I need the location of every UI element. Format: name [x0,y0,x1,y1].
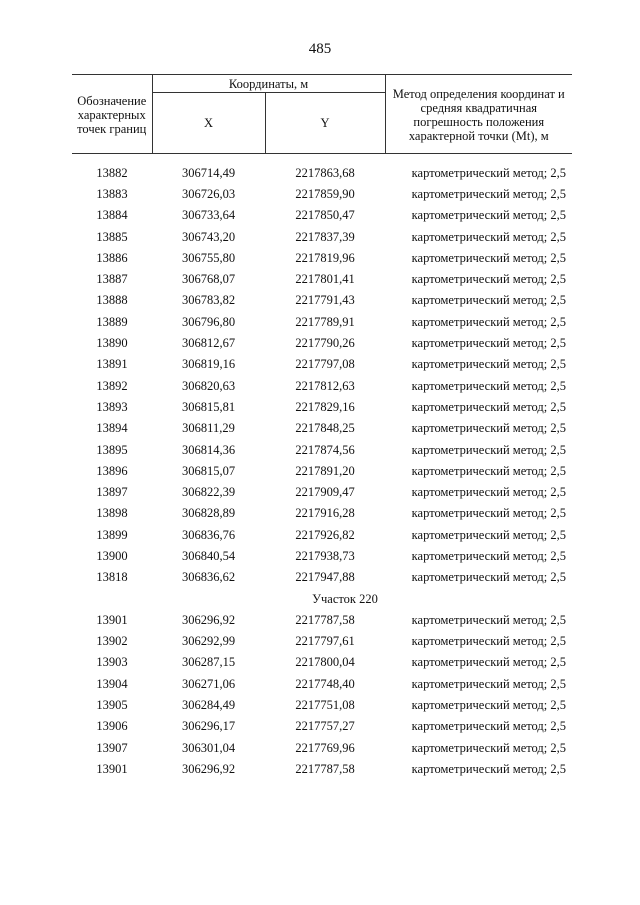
x-cell: 306796,80 [181,314,236,329]
point-cell: 13904 [96,676,128,691]
x-cell: 306840,54 [181,548,236,563]
x-cell: 306292,99 [181,634,236,649]
point-cell: 13892 [96,378,128,393]
x-cell: 306296,17 [181,719,236,734]
point-cell: 13889 [96,314,128,329]
table-row [72,567,572,588]
method-cell: картометрический метод; 2,5 [411,357,567,372]
table-row [72,332,572,353]
table-row [72,545,572,566]
table-body [72,154,572,780]
method-cell: картометрический метод; 2,5 [411,442,567,457]
point-cell: 13898 [96,506,128,521]
method-cell: картометрический метод; 2,5 [411,655,567,670]
method-cell: картометрический метод; 2,5 [411,421,567,436]
header-point: Обозначение характерных точек границ [72,75,152,154]
y-cell: 2217859,90 [295,186,355,201]
table-row [72,205,572,226]
y-cell: 2217837,39 [295,229,355,244]
y-cell: 2217789,91 [295,314,355,329]
table-header [72,75,572,154]
method-cell: картометрический метод; 2,5 [411,634,567,649]
method-cell: картометрический метод; 2,5 [411,399,567,414]
y-cell: 2217926,82 [295,527,355,542]
point-cell: 13884 [96,208,128,223]
x-cell: 306296,92 [181,761,236,776]
x-cell: 306714,49 [181,165,236,180]
method-cell: картометрический метод; 2,5 [411,208,567,223]
y-cell: 2217769,96 [295,740,355,755]
y-cell: 2217829,16 [295,399,355,414]
method-cell: картометрический метод; 2,5 [411,570,567,585]
table-row [72,396,572,417]
section-row [72,588,572,609]
point-cell: 13906 [96,719,128,734]
table-row [72,290,572,311]
method-cell: картометрический метод; 2,5 [411,548,567,563]
point-cell: 13885 [96,229,128,244]
x-cell: 306733,64 [181,208,236,223]
x-cell: 306743,20 [181,229,236,244]
table-row [72,354,572,375]
method-cell: картометрический метод; 2,5 [411,314,567,329]
header-y: Y [265,93,385,154]
table-row [72,439,572,460]
method-cell: картометрический метод; 2,5 [411,761,567,776]
method-cell: картометрический метод; 2,5 [411,527,567,542]
table-row [72,460,572,481]
y-cell: 2217819,96 [295,250,355,265]
point-cell: 13905 [96,698,128,713]
section-title: Участок 220 [312,591,378,606]
header-x: X [152,93,265,154]
y-cell: 2217863,68 [295,165,355,180]
point-cell: 13907 [96,740,128,755]
method-cell: картометрический метод; 2,5 [411,463,567,478]
point-cell: 13900 [96,548,128,563]
point-cell: 13901 [96,761,128,776]
y-cell: 2217812,63 [295,378,355,393]
method-cell: картометрический метод; 2,5 [411,485,567,500]
method-cell: картометрический метод; 2,5 [411,612,567,627]
table-row [72,716,572,737]
method-cell: картометрический метод; 2,5 [411,378,567,393]
method-cell: картометрический метод; 2,5 [411,229,567,244]
y-cell: 2217938,73 [295,548,355,563]
method-cell: картометрический метод; 2,5 [411,250,567,265]
point-cell: 13902 [96,634,128,649]
y-cell: 2217909,47 [295,485,355,500]
table-row [72,758,572,779]
table-row [72,694,572,715]
x-cell: 306814,36 [181,442,236,457]
x-cell: 306815,81 [181,399,236,414]
point-cell: 13897 [96,485,128,500]
table-row [72,183,572,204]
table-row [72,247,572,268]
method-cell: картометрический метод; 2,5 [411,698,567,713]
table-row [72,737,572,758]
y-cell: 2217791,43 [295,293,355,308]
y-cell: 2217800,04 [295,655,355,670]
x-cell: 306768,07 [181,272,236,287]
table-row [72,311,572,332]
y-cell: 2217797,61 [295,634,355,649]
coordinates-table [72,74,572,780]
x-cell: 306820,63 [181,378,236,393]
method-cell: картометрический метод; 2,5 [411,165,567,180]
method-cell: картометрический метод; 2,5 [411,676,567,691]
y-cell: 2217874,56 [295,442,355,457]
method-cell: картометрический метод; 2,5 [411,740,567,755]
table-row [72,609,572,630]
point-cell: 13899 [96,527,128,542]
point-cell: 13888 [96,293,128,308]
x-cell: 306287,15 [181,655,236,670]
x-cell: 306812,67 [181,336,236,351]
x-cell: 306828,89 [181,506,236,521]
point-cell: 13891 [96,357,128,372]
table-row [72,503,572,524]
table-row [72,524,572,545]
point-cell: 13894 [96,421,128,436]
point-cell: 13882 [96,165,128,180]
table-row [72,673,572,694]
method-cell: картометрический метод; 2,5 [411,336,567,351]
y-cell: 2217787,58 [295,612,355,627]
y-cell: 2217748,40 [295,676,355,691]
point-cell: 13890 [96,336,128,351]
point-cell: 13883 [96,186,128,201]
x-cell: 306811,29 [182,421,235,436]
header-coordinates: Координаты, м [152,75,385,93]
x-cell: 306755,80 [181,250,236,265]
table-row [72,481,572,502]
point-cell: 13903 [96,655,128,670]
page-number: 485 [308,41,332,57]
x-cell: 306301,04 [181,740,236,755]
method-cell: картометрический метод; 2,5 [411,272,567,287]
y-cell: 2217801,41 [295,272,355,287]
x-cell: 306836,62 [181,570,236,585]
point-cell: 13818 [96,570,128,585]
method-cell: картометрический метод; 2,5 [411,186,567,201]
y-cell: 2217790,26 [295,336,355,351]
method-cell: картометрический метод; 2,5 [411,719,567,734]
x-cell: 306296,92 [181,612,236,627]
point-cell: 13895 [96,442,128,457]
x-cell: 306284,49 [181,698,236,713]
y-cell: 2217757,27 [295,719,355,734]
point-cell: 13896 [96,463,128,478]
table-row [72,226,572,247]
method-cell: картометрический метод; 2,5 [411,293,567,308]
table-row [72,631,572,652]
y-cell: 2217850,47 [295,208,355,223]
y-cell: 2217891,20 [295,463,355,478]
x-cell: 306726,03 [181,186,236,201]
point-cell: 13901 [96,612,128,627]
table-row [72,375,572,396]
y-cell: 2217797,08 [295,357,355,372]
y-cell: 2217751,08 [295,698,355,713]
header-method: Метод определения координат и средняя квадратичная погрешность положения характерной точки (Mt), м [385,75,572,154]
y-cell: 2217848,25 [295,421,355,436]
x-cell: 306836,76 [181,527,236,542]
y-cell: 2217787,58 [295,761,355,776]
table-row [72,154,572,184]
table-row [72,652,572,673]
point-cell: 13893 [96,399,128,414]
table-row [72,268,572,289]
x-cell: 306822,39 [181,485,236,500]
x-cell: 306271,06 [181,676,236,691]
y-cell: 2217947,88 [295,570,355,585]
y-cell: 2217916,28 [295,506,355,521]
x-cell: 306819,16 [181,357,236,372]
method-cell: картометрический метод; 2,5 [411,506,567,521]
x-cell: 306783,82 [181,293,236,308]
point-cell: 13886 [96,250,128,265]
table-row [72,418,572,439]
x-cell: 306815,07 [181,463,236,478]
point-cell: 13887 [96,272,128,287]
